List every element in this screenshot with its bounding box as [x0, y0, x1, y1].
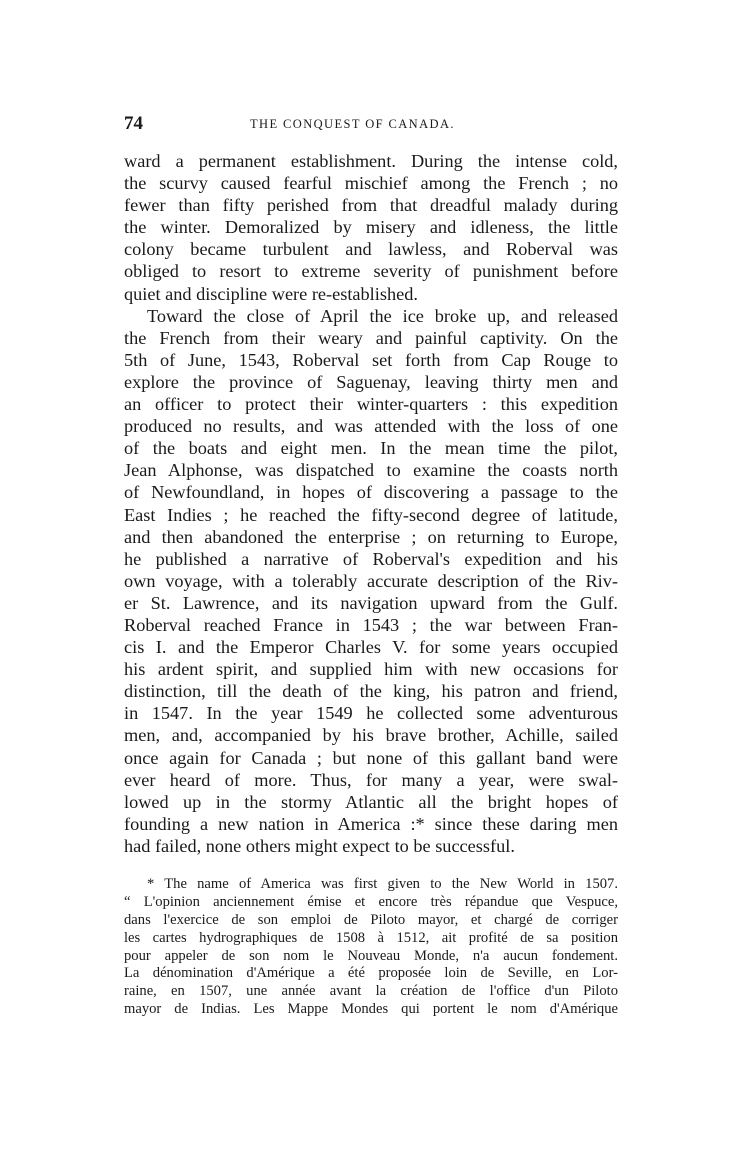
body-line: 5th of June, 1543, Roberval set forth from Cap Rouge to: [124, 349, 618, 370]
body-line: fewer than fifty perished from that dreadful malady during: [124, 195, 618, 216]
body-text: [124, 150, 618, 857]
body-line: once again for Canada ; but none of this gallant band were: [124, 747, 618, 768]
body-line: of Newfoundland, in hopes of discovering a passage to the: [124, 482, 618, 503]
footnote-line: les cartes hydrographiques de 1508 à 1512, ait profité de sa position: [124, 929, 618, 946]
body-line: lowed up in the stormy Atlantic all the bright hopes of: [124, 791, 618, 812]
body-line: ward a permanent establishment. During the intense cold,: [124, 151, 618, 171]
body-line: East Indies ; he reached the fifty-second degree of latitude,: [124, 504, 618, 525]
body-line: the winter. Demoralized by misery and idleness, the little: [124, 217, 618, 238]
body-line: Jean Alphonse, was dispatched to examine the coasts north: [124, 460, 618, 481]
footnote-line: raine, en 1507, une année avant la création de l'office d'un Piloto: [124, 983, 618, 1000]
body-line: had failed, none others might expect to be successful.: [124, 835, 515, 856]
footnote-line: pour appeler de son nom le Nouveau Monde, n'a aucun fondement.: [124, 947, 618, 964]
body-line: an officer to protect their winter-quarters : this expedition: [124, 394, 618, 415]
body-line: er St. Lawrence, and its navigation upward from the Gulf.: [124, 592, 618, 613]
body-line: Toward the close of April the ice broke up, and released: [147, 305, 618, 326]
footnote-line: dans l'exercice de son emploi de Piloto mayor, et chargé de corriger: [124, 911, 618, 928]
footnote-line: mayor de Indias. Les Mappe Mondes qui portent le nom d'Amérique: [124, 1001, 618, 1018]
footnote-line: “ L'opinion anciennement émise et encore très répandue que Vespuce,: [124, 893, 618, 910]
footnote-line: * The name of America was first given to the New World in 1507.: [147, 876, 618, 892]
body-line: and then abandoned the enterprise ; on returning to Europe,: [124, 526, 618, 547]
body-line: of the boats and eight men. In the mean time the pilot,: [124, 438, 618, 459]
body-line: men, and, accompanied by his brave brother, Achille, sailed: [124, 725, 618, 746]
footnote-line: La dénomination d'Amérique a été proposée loin de Seville, en Lor-: [124, 965, 618, 982]
body-line: Roberval reached France in 1543 ; the war between Fran-: [124, 614, 618, 635]
body-line: quiet and discipline were re-established.: [124, 283, 418, 304]
body-line: cis I. and the Emperor Charles V. for some years occupied: [124, 637, 618, 658]
body-line: the scurvy caused fearful mischief among the French ; no: [124, 173, 618, 194]
running-title: THE CONQUEST OF CANADA.: [250, 117, 455, 131]
body-line: ever heard of more. Thus, for many a year, were swal-: [124, 769, 618, 790]
running-head: [124, 113, 618, 135]
body-line: produced no results, and was attended with the loss of one: [124, 416, 618, 437]
body-line: own voyage, with a tolerably accurate description of the Riv-: [124, 570, 618, 591]
page-number: 74: [124, 113, 143, 134]
body-line: explore the province of Saguenay, leaving thirty men and: [124, 371, 618, 392]
footnote: [124, 876, 618, 1019]
body-line: colony became turbulent and lawless, and Roberval was: [124, 239, 618, 260]
body-line: the French from their weary and painful captivity. On the: [124, 327, 618, 348]
body-line: obliged to resort to extreme severity of punishment before: [124, 261, 618, 282]
body-line: his ardent spirit, and supplied him with new occasions for: [124, 659, 618, 680]
body-line: distinction, till the death of the king, his patron and friend,: [124, 681, 618, 702]
body-line: he published a narrative of Roberval's expedition and his: [124, 548, 618, 569]
body-line: founding a new nation in America :* since these daring men: [124, 813, 618, 834]
body-line: in 1547. In the year 1549 he collected some adventurous: [124, 703, 618, 724]
